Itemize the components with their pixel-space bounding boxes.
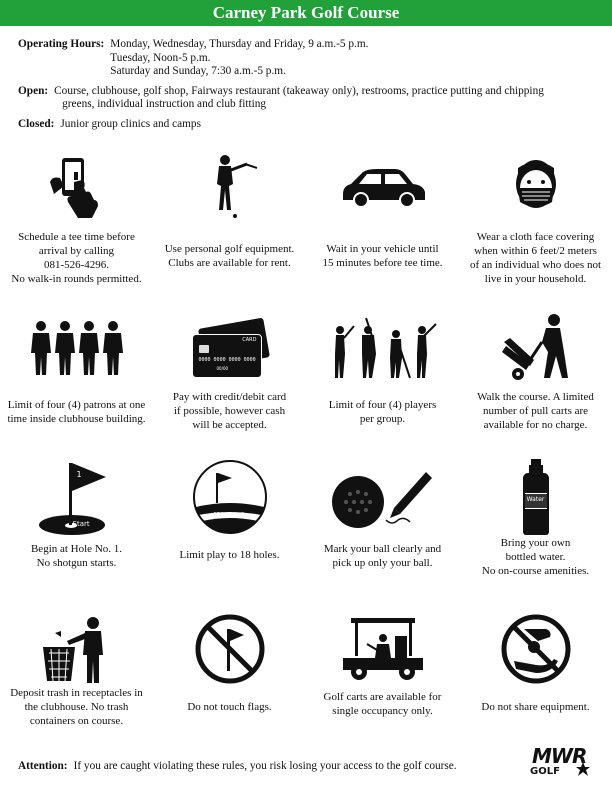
rule-caption-line: Schedule a tee time before [18, 231, 135, 243]
rule-caption-line: arrival by calling [38, 245, 115, 257]
rule-caption-line: Mark your ball clearly and [323, 543, 442, 555]
rule-caption-line: Limit play to 18 holes. [179, 549, 280, 561]
rule-caption-line: time inside clubhouse building. [7, 413, 146, 425]
rule-no-flags [153, 602, 306, 752]
rule-caption-line: number of pull carts are [482, 405, 589, 417]
rule-caption-line: Golf carts are available for [323, 691, 442, 703]
water-bottle-icon [459, 458, 612, 536]
rule-caption-line: No shotgun starts. [36, 557, 117, 569]
rule-caption-line: Wear a cloth face covering [476, 231, 595, 243]
star-icon [576, 762, 590, 776]
rule-caption-line: Do not touch flags. [187, 701, 272, 713]
card-expiry: 00/00 [216, 366, 229, 371]
rule-18-holes [153, 450, 306, 600]
golfer-swing-icon [153, 148, 306, 226]
rule-caption-line: Wait in your vehicle until [326, 243, 439, 255]
flag-number: 1 [76, 470, 82, 479]
rule-wait-vehicle [306, 140, 459, 290]
pull-cart-icon [459, 310, 612, 388]
rule-caption-line: if possible, however cash [173, 405, 286, 417]
attention-notice [18, 760, 457, 772]
no-sharing-icon [459, 610, 612, 688]
rule-caption-line: per group. [359, 413, 406, 425]
no-flag-icon [153, 610, 306, 688]
four-golfers-icon [306, 310, 459, 388]
rule-caption-line: Clubs are available for rent. [168, 257, 291, 269]
open-line: greens, individual instruction and club fitting [62, 98, 267, 110]
rule-caption-line: Begin at Hole No. 1. [30, 543, 123, 555]
rule-caption-line: of an individual who does not [469, 259, 602, 271]
face-mask-icon [459, 148, 612, 226]
attention-label: Attention: [18, 760, 68, 772]
rule-caption-line: Do not share equipment. [481, 701, 590, 713]
rule-caption-line: live in your household. [484, 273, 587, 285]
rule-golf-carts [306, 602, 459, 752]
rule-tee-time [0, 140, 153, 290]
rule-caption-line: No walk-in rounds permitted. [11, 273, 142, 285]
closed-label: Closed: [18, 117, 55, 130]
rule-caption-line: Limit of four (4) players [328, 399, 437, 411]
closed-text: Junior group clinics and camps [60, 117, 201, 130]
rule-caption-line: No on-course amenities. [481, 565, 590, 577]
rule-payment [153, 302, 306, 452]
rule-caption-line: will be accepted. [192, 419, 267, 431]
rule-caption-line: available for no charge. [483, 419, 588, 431]
credit-card-icon [153, 310, 306, 388]
rule-caption-line: 15 minutes before tee time. [322, 257, 443, 269]
page-title-banner [0, 0, 612, 26]
open-line: Course, clubhouse, golf shop, Fairways restaurant (takeaway only), restrooms, practice putting and chipping [54, 84, 544, 97]
rule-mark-ball [306, 450, 459, 600]
rule-caption-line: Use personal golf equipment. [164, 243, 295, 255]
rule-trash [0, 602, 153, 752]
hole-flag-icon [0, 458, 153, 536]
golf-cart-icon [306, 610, 459, 688]
hours-label: Operating Hours: [18, 38, 105, 50]
page-title: Carney Park Golf Course [212, 3, 400, 22]
rule-patron-limit [0, 302, 153, 452]
trash-can-icon [0, 610, 153, 688]
rule-begin-hole [0, 450, 153, 600]
rule-caption-line: bottled water. [505, 551, 566, 563]
rule-equipment [153, 140, 306, 290]
start-label: Start [72, 520, 90, 528]
hole-limit-icon [153, 458, 306, 536]
rule-walk-course [459, 302, 612, 452]
hours-line: Tuesday, Noon-5 p.m. [110, 51, 211, 64]
rule-caption-line: Deposit trash in receptacles in [10, 687, 143, 699]
rule-caption-line: the clubhouse. No trash [24, 701, 129, 713]
bottle-label: Water [526, 496, 545, 503]
rule-player-limit [306, 302, 459, 452]
hole-limit-badge: 18 hole limit [213, 512, 245, 518]
open-label: Open: [18, 84, 49, 97]
rule-caption-line: Pay with credit/debit card [172, 391, 287, 403]
card-number: 0000 0000 0000 0000 [198, 357, 256, 363]
ball-pen-icon [306, 458, 459, 536]
rule-caption-line: pick up only your ball. [332, 557, 433, 569]
rule-caption-line: containers on course. [29, 715, 124, 727]
rule-no-sharing [459, 602, 612, 752]
attention-text: If you are caught violating these rules, you risk losing your access to the golf course. [73, 760, 457, 772]
info-section [18, 38, 603, 134]
rule-water [459, 450, 612, 600]
rule-caption-line: Walk the course. A limited [477, 391, 594, 403]
rule-caption-line: single occupancy only. [332, 705, 433, 717]
open-row [18, 85, 603, 112]
card-brand: CARD [242, 337, 257, 343]
rule-caption-line: Bring your own [500, 537, 571, 549]
rule-caption-line: when within 6 feet/2 meters [474, 245, 597, 257]
hours-line: Monday, Wednesday, Thursday and Friday, 9 a.m.-5 p.m. [110, 38, 369, 50]
four-people-icon [0, 310, 153, 388]
hours-line: Saturday and Sunday, 7:30 a.m.-5 p.m. [110, 65, 286, 77]
mwr-golf-logo [528, 744, 594, 780]
rule-caption-line: 081-526-4296. [43, 259, 110, 271]
car-icon [306, 148, 459, 226]
rule-caption-line: Limit of four (4) patrons at one [7, 399, 146, 411]
logo-mwr-text: MWR [532, 744, 587, 768]
operating-hours-row [18, 38, 603, 79]
phone-tap-icon [0, 148, 153, 226]
logo-golf-text: GOLF [530, 766, 560, 777]
closed-row [18, 118, 603, 132]
rule-face-covering [459, 140, 612, 290]
